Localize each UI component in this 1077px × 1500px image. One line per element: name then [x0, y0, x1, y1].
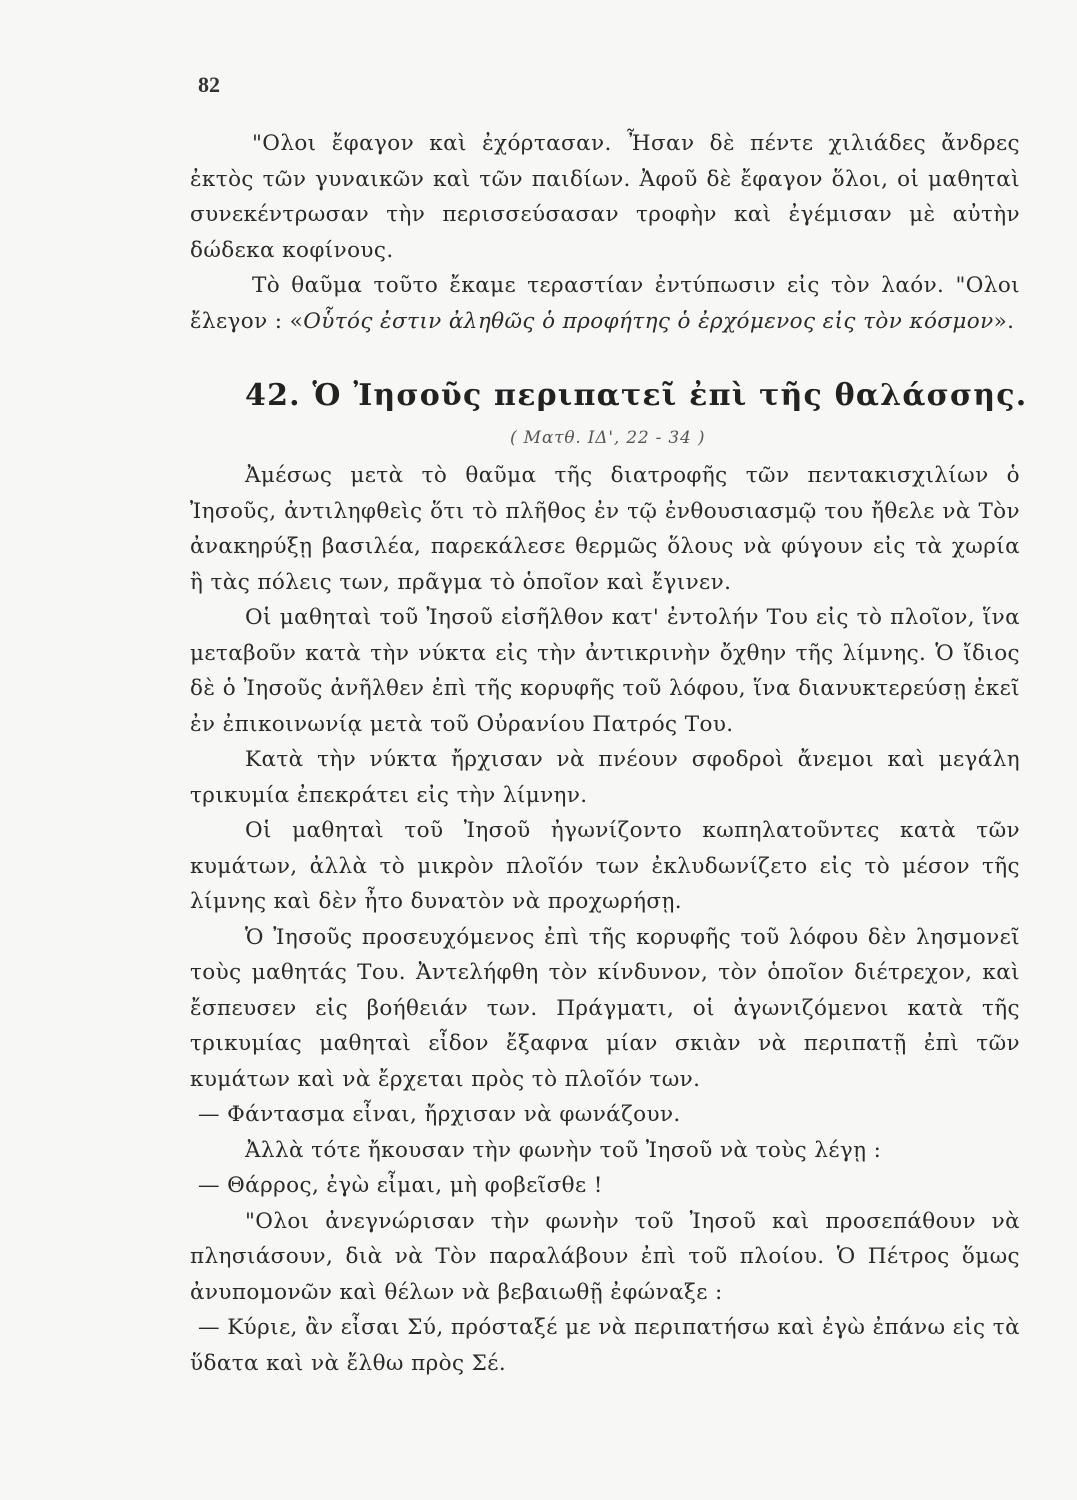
- dialogue-line: — Θάρρος, ἐγὼ εἶμαι, μὴ φοβεῖσθε !: [198, 1173, 603, 1198]
- paragraph: Ἀλλὰ τότε ἤκουσαν τὴν φωνὴν τοῦ Ἰησοῦ νὰ τοὺς λέγῃ :: [245, 1137, 882, 1163]
- page-number: 82: [198, 72, 220, 97]
- paragraph: "Ολοι ἔφαγον καὶ ἐχόρτασαν. Ἦσαν δὲ πέντε χιλιάδες ἄνδρες ἐκτὸς τῶν γυναικῶν καὶ τῶν παιδίων. Ἀφοῦ δὲ ἔφαγον ὅλοι, οἱ μαθηταὶ συνεκέντρωσαν τὴν περισσεύσασαν τροφὴν καὶ ἐγέμισαν μὲ αὐτὴν δώδεκα κοφίνους.: [190, 131, 1020, 263]
- dialogue-line: — Φάντασμα εἶναι, ἤρχισαν νὰ φωνάζουν.: [198, 1102, 681, 1127]
- quote-close: ».: [993, 308, 1015, 334]
- top-text-block: [190, 126, 1020, 339]
- paragraph: Ἀμέσως μετὰ τὸ θαῦμα τῆς διατροφῆς τῶν πεντακισχιλίων ὁ Ἰησοῦς, ἀντιληφθεὶς ὅτι τὸ πλῆθος ἐν τῷ ἐνθουσιασμῷ του ἤθελε νὰ Τὸν ἀνακηρύξῃ βασιλέα, παρεκάλεσε θερμῶς ὅλους νὰ φύγουν εἰς τὰ χωρία ἢ τὰς πόλεις των, πρᾶγμα τὸ ὁποῖον καὶ ἔγινεν.: [190, 463, 1020, 595]
- paragraph: Οἱ μαθηταὶ τοῦ Ἰησοῦ εἰσῆλθον κατ' ἐντολήν Του εἰς τὸ πλοῖον, ἵνα μεταβοῦν κατὰ τὴν νύκτα εἰς τὴν ἀντικρινὴν ὄχθην τῆς λίμνης. Ὁ ἴδιος δὲ ὁ Ἰησοῦς ἀνῆλθεν ἐπὶ τῆς κορυφῆς τοῦ λόφου, ἵνα διανυκτερεύσῃ ἐκεῖ ἐν ἐπικοινωνίᾳ μετὰ τοῦ Οὐρανίου Πατρός Του.: [190, 605, 1020, 737]
- paragraph: Ὁ Ἰησοῦς προσευχόμενος ἐπὶ τῆς κορυφῆς τοῦ λόφου δὲν λησμονεῖ τοὺς μαθητάς Του. Ἀντελήφθη τὸν κίνδυνον, τὸν ὁποῖον διέτρεχον, καὶ ἔσπευσεν εἰς βοήθειάν των. Πράγματι, οἱ ἀγωνιζόμενοι κατὰ τῆς τρικυμίας μαθηταὶ εἶδον ἔξαφνα μίαν σκιὰν νὰ περιπατῇ ἐπὶ τῶν κυμάτων καὶ νὰ ἔρχεται πρὸς τὸ πλοῖόν των.: [190, 924, 1020, 1092]
- paragraph: Οἱ μαθηταὶ τοῦ Ἰησοῦ ἠγωνίζοντο κωπηλατοῦντες κατὰ τῶν κυμάτων, ἀλλὰ τὸ μικρὸν πλοῖόν των ἐκλυδωνίζετο εἰς τὸ μέσον τῆς λίμνης καὶ δὲν ἦτο δυνατὸν νὰ προχωρήσῃ.: [190, 818, 1020, 914]
- section-title: 42. Ὁ Ἰησοῦς περιπατεῖ ἐπὶ τῆς θαλάσσης.: [245, 378, 1028, 413]
- paragraph: Κατὰ τὴν νύκτα ἤρχισαν νὰ πνέουν σφοδροὶ ἄνεμοι καὶ μεγάλη τρικυμία ἐπεκράτει εἰς τὴν λίμνην.: [190, 747, 1020, 808]
- scripture-reference: ( Ματθ. ΙΔ', 22 - 34 ): [510, 428, 706, 448]
- body-text-block: [190, 458, 1020, 1381]
- paragraph-text: Τὸ θαῦμα τοῦτο ἔκαμε τεραστίαν ἐντύπωσιν εἰς τὸν λαόν. "Ολοι ἔλεγον : «: [190, 273, 1020, 334]
- paragraph-with-quote: [190, 268, 1020, 339]
- paragraph: "Ολοι ἀνεγνώρισαν τὴν φωνὴν τοῦ Ἰησοῦ καὶ προσεπάθουν νὰ πλησιάσουν, διὰ νὰ Τὸν παραλάβουν ἐπὶ τοῦ πλοίου. Ὁ Πέτρος ὅμως ἀνυπομονῶν καὶ θέλων νὰ βεβαιωθῇ ἐφώναξε :: [190, 1208, 1020, 1305]
- quote-text: Οὗτός ἐστιν ἀληθῶς ὁ προφήτης ὁ ἐρχόμενος εἰς τὸν κόσμον: [303, 308, 994, 334]
- dialogue-line: — Κύριε, ἂν εἶσαι Σύ, πρόσταξέ με νὰ περιπατήσω καὶ ἐγὼ ἐπάνω εἰς τὰ ὕδατα καὶ νὰ ἔλθω πρὸς Σέ.: [190, 1315, 1020, 1376]
